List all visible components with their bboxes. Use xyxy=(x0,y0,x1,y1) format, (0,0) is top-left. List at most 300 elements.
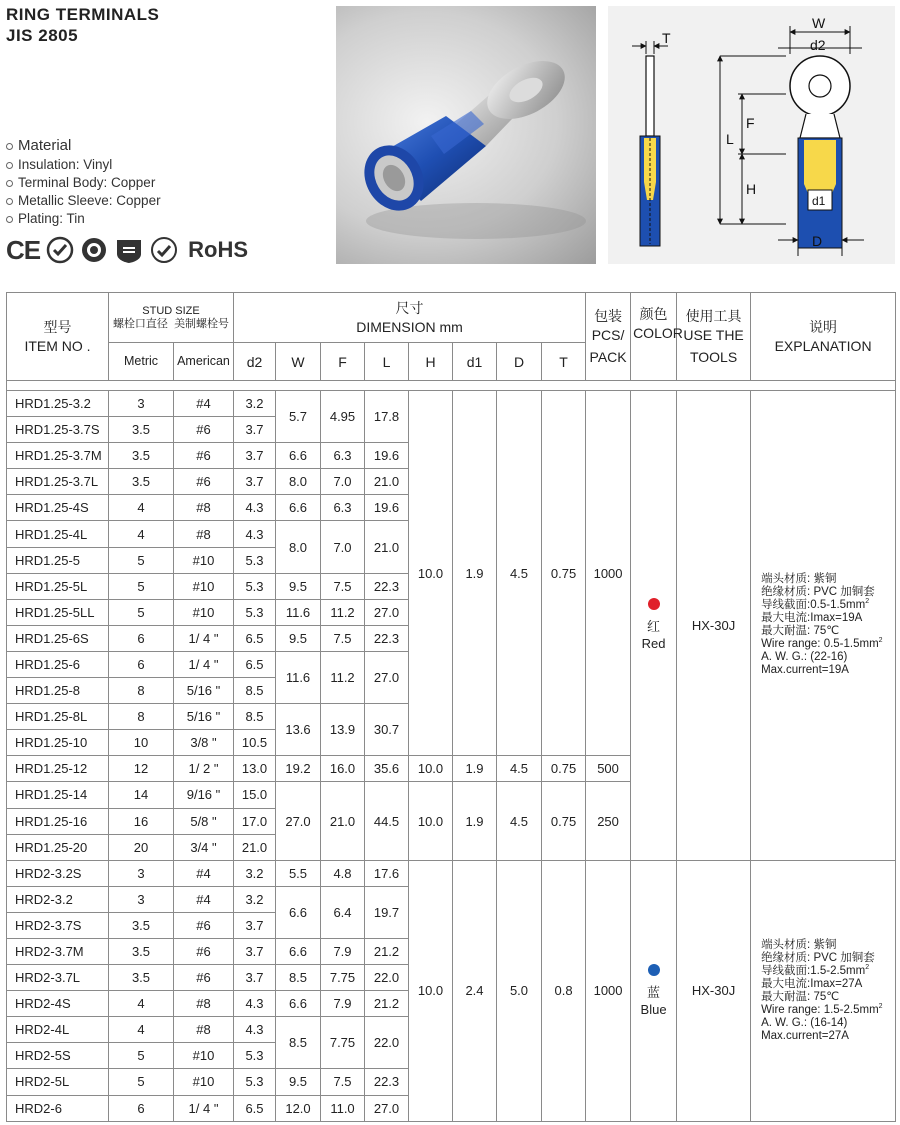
cell-american: #10 xyxy=(174,1069,234,1095)
cell-metric: 6 xyxy=(109,625,174,651)
cell-metric: 3 xyxy=(109,391,174,417)
explanation-line: 绝缘材质: PVC 加铜套 xyxy=(761,951,875,964)
explanation-line: 端头材质: 紫铜 xyxy=(761,938,837,951)
explanation-line: 最大耐温: 75℃ xyxy=(761,990,840,1003)
header-metric: Metric xyxy=(109,343,174,381)
cell-item-no: HRD1.25-4L xyxy=(7,521,109,547)
cell-W: 19.2 xyxy=(276,756,321,782)
cell-L: 19.7 xyxy=(365,886,409,938)
cell-metric: 5 xyxy=(109,573,174,599)
bullet-icon xyxy=(6,198,13,205)
cell-W: 11.6 xyxy=(276,599,321,625)
iso-mark-icon xyxy=(114,236,144,264)
cell-D: 4.5 xyxy=(497,391,542,756)
header-dim-en: DIMENSION mm xyxy=(356,318,463,335)
cell-metric: 3.5 xyxy=(109,912,174,938)
material-item-text: Metallic Sleeve: Copper xyxy=(18,193,161,208)
cell-d2: 5.3 xyxy=(234,573,276,599)
cell-item-no: HRD1.25-12 xyxy=(7,756,109,782)
cell-d1: 2.4 xyxy=(453,860,497,1121)
header-tools-en1: USE THE xyxy=(683,326,744,343)
cell-d2: 5.3 xyxy=(234,1043,276,1069)
cell-metric: 10 xyxy=(109,730,174,756)
cell-metric: 5 xyxy=(109,547,174,573)
color-en: Blue xyxy=(640,1001,667,1017)
explanation-line: 最大电流:Imax=27A xyxy=(761,977,863,990)
cell-d2: 4.3 xyxy=(234,991,276,1017)
header-stud-american-cn: 美制螺栓号 xyxy=(174,317,230,330)
header-explanation xyxy=(751,293,896,381)
cell-item-no: HRD1.25-6 xyxy=(7,651,109,677)
cell-D: 4.5 xyxy=(497,782,542,860)
cell-T: 0.75 xyxy=(542,391,586,756)
cell-metric: 3.5 xyxy=(109,965,174,991)
dimension-drawing xyxy=(608,6,895,264)
sgs-mark-icon xyxy=(150,236,178,264)
rohs-mark: RoHS xyxy=(188,237,249,262)
color-dot-icon xyxy=(648,964,660,976)
cell-H: 10.0 xyxy=(409,782,453,860)
cell-T: 0.75 xyxy=(542,756,586,782)
gap-cell xyxy=(7,381,896,391)
cell-F: 13.9 xyxy=(321,704,365,756)
certification-logos xyxy=(6,236,248,264)
cell-american: 5/8 " xyxy=(174,808,234,834)
label-d2: d2 xyxy=(810,37,826,53)
cell-F: 7.0 xyxy=(321,521,365,573)
cell-L: 19.6 xyxy=(365,443,409,469)
table-row xyxy=(7,860,896,886)
header-d1: d1 xyxy=(453,343,497,381)
bullet-icon xyxy=(6,162,13,169)
cell-d2: 4.3 xyxy=(234,1017,276,1043)
cell-pack: 500 xyxy=(586,756,631,782)
cell-d2: 3.7 xyxy=(234,965,276,991)
cell-american: 1/ 2 " xyxy=(174,756,234,782)
cell-L: 22.3 xyxy=(365,1069,409,1095)
cell-F: 4.8 xyxy=(321,860,365,886)
header-T: T xyxy=(542,343,586,381)
cell-L: 22.0 xyxy=(365,1017,409,1069)
material-item-text: Insulation: Vinyl xyxy=(18,157,113,172)
header-expl-cn: 说明 xyxy=(809,318,838,335)
cell-american: #6 xyxy=(174,417,234,443)
header-dim-cn: 尺寸 xyxy=(395,299,424,316)
cell-W: 8.5 xyxy=(276,965,321,991)
header-color-en: COLOR xyxy=(633,325,683,341)
material-item xyxy=(6,210,161,228)
bullet-icon xyxy=(6,216,13,223)
color-cn: 红 xyxy=(647,619,661,635)
material-heading-row xyxy=(6,137,161,155)
spec-table-body xyxy=(7,391,896,1122)
cell-d2: 3.7 xyxy=(234,417,276,443)
cell-H: 10.0 xyxy=(409,860,453,1121)
cell-W: 6.6 xyxy=(276,886,321,938)
explanation-line: 端头材质: 紫铜 xyxy=(761,573,837,586)
ccc-mark-icon xyxy=(80,236,108,264)
cell-metric: 3 xyxy=(109,860,174,886)
cell-d2: 17.0 xyxy=(234,808,276,834)
color-dot-icon xyxy=(648,598,660,610)
explanation-line: 最大电流:Imax=19A xyxy=(761,612,863,625)
header-color-cn: 颜色 xyxy=(639,306,668,322)
cell-L: 22.3 xyxy=(365,573,409,599)
cell-american: 5/16 " xyxy=(174,678,234,704)
cell-item-no: HRD2-3.2 xyxy=(7,886,109,912)
material-item xyxy=(6,174,161,192)
cell-metric: 5 xyxy=(109,599,174,625)
explanation-line: 导线截面$:1.5-2.5mm^2$ xyxy=(761,963,870,977)
cell-W: 5.7 xyxy=(276,391,321,443)
cell-L: 27.0 xyxy=(365,651,409,703)
cell-item-no: HRD1.25-5L xyxy=(7,573,109,599)
title-line-1: RING TERMINALS xyxy=(6,5,160,24)
header-stud-size xyxy=(109,293,234,343)
cell-metric: 16 xyxy=(109,808,174,834)
material-item xyxy=(6,192,161,210)
superscript: 2 xyxy=(865,598,870,606)
cell-item-no: HRD1.25-5LL xyxy=(7,599,109,625)
spec-table xyxy=(6,292,896,1122)
header-F: F xyxy=(321,343,365,381)
cell-american: #8 xyxy=(174,495,234,521)
cell-item-no: HRD2-4S xyxy=(7,991,109,1017)
material-heading: Material xyxy=(18,137,72,154)
cell-L: 30.7 xyxy=(365,704,409,756)
cell-W: 13.6 xyxy=(276,704,321,756)
cell-american: 3/8 " xyxy=(174,730,234,756)
cell-L: 27.0 xyxy=(365,1095,409,1121)
cell-pack: 1000 xyxy=(586,860,631,1121)
cell-D: 4.5 xyxy=(497,756,542,782)
cell-L: 35.6 xyxy=(365,756,409,782)
cell-item-no: HRD2-4L xyxy=(7,1017,109,1043)
cell-item-no: HRD2-6 xyxy=(7,1095,109,1121)
header-d2: d2 xyxy=(234,343,276,381)
header-american: American xyxy=(174,343,234,381)
header-W: W xyxy=(276,343,321,381)
cell-metric: 4 xyxy=(109,521,174,547)
cell-metric: 5 xyxy=(109,1043,174,1069)
cell-F: 7.9 xyxy=(321,991,365,1017)
label-d1: d1 xyxy=(812,194,826,208)
cell-metric: 8 xyxy=(109,704,174,730)
header-D: D xyxy=(497,343,542,381)
bullet-icon xyxy=(6,180,13,187)
cell-W: 6.6 xyxy=(276,495,321,521)
cell-d2: 3.2 xyxy=(234,391,276,417)
cell-american: #8 xyxy=(174,991,234,1017)
cell-item-no: HRD2-5L xyxy=(7,1069,109,1095)
cell-F: 4.95 xyxy=(321,391,365,443)
title-line-2: JIS 2805 xyxy=(6,26,79,45)
cell-d2: 3.2 xyxy=(234,860,276,886)
blue-group-color-cell xyxy=(631,860,677,1121)
cell-H: 10.0 xyxy=(409,391,453,756)
cell-H: 10.0 xyxy=(409,756,453,782)
cell-W: 9.5 xyxy=(276,573,321,599)
label-L: L xyxy=(726,131,734,147)
header-item-cn: 型号 xyxy=(43,318,72,335)
cell-american: #6 xyxy=(174,912,234,938)
red-group-explanation-cell xyxy=(751,391,896,861)
explanation-line: Wire range: $1.5-2.5mm^2$ xyxy=(761,1002,883,1016)
cell-F: 6.3 xyxy=(321,495,365,521)
cell-d2: 3.2 xyxy=(234,886,276,912)
cell-metric: 5 xyxy=(109,1069,174,1095)
material-list xyxy=(6,137,161,228)
cell-d2: 5.3 xyxy=(234,1069,276,1095)
explanation-line: Max.current=19A xyxy=(761,664,849,677)
cell-metric: 12 xyxy=(109,756,174,782)
red-group-color-cell xyxy=(631,391,677,861)
cell-d1: 1.9 xyxy=(453,782,497,860)
explanation-line: 绝缘材质: PVC 加铜套 xyxy=(761,586,875,599)
cell-d1: 1.9 xyxy=(453,756,497,782)
cell-american: #10 xyxy=(174,1043,234,1069)
cell-pack: 250 xyxy=(586,782,631,860)
cell-W: 9.5 xyxy=(276,625,321,651)
superscript: 2 xyxy=(865,963,870,971)
cell-item-no: HRD1.25-8L xyxy=(7,704,109,730)
superscript: 2 xyxy=(878,1002,883,1010)
cell-american: 9/16 " xyxy=(174,782,234,808)
cell-F: 21.0 xyxy=(321,782,365,860)
material-item-text: Terminal Body: Copper xyxy=(18,175,156,190)
cell-L: 27.0 xyxy=(365,599,409,625)
cell-d2: 10.5 xyxy=(234,730,276,756)
label-T: T xyxy=(662,30,671,46)
header-expl-en: EXPLANATION xyxy=(774,337,872,354)
header-pack-en2: PACK xyxy=(589,348,627,365)
cell-d2: 6.5 xyxy=(234,651,276,677)
cell-item-no: HRD1.25-8 xyxy=(7,678,109,704)
cell-american: #10 xyxy=(174,573,234,599)
cell-W: 6.6 xyxy=(276,938,321,964)
cell-metric: 6 xyxy=(109,651,174,677)
cell-L: 21.0 xyxy=(365,469,409,495)
approval-check-icon xyxy=(46,236,74,264)
header-stud-en: STUD SIZE xyxy=(142,304,200,317)
cell-metric: 3 xyxy=(109,886,174,912)
cell-F: 6.4 xyxy=(321,886,365,938)
cell-d2: 4.3 xyxy=(234,495,276,521)
cell-american: #6 xyxy=(174,938,234,964)
header-tools xyxy=(677,293,751,381)
cell-L: 17.6 xyxy=(365,860,409,886)
header-stud-metric-cn: 螺栓口直径 xyxy=(112,317,168,330)
cell-W: 12.0 xyxy=(276,1095,321,1121)
cell-d2: 3.7 xyxy=(234,912,276,938)
cell-pack: 1000 xyxy=(586,391,631,756)
cell-item-no: HRD1.25-10 xyxy=(7,730,109,756)
cell-item-no: HRD1.25-3.2 xyxy=(7,391,109,417)
cell-american: #6 xyxy=(174,443,234,469)
cell-d2: 8.5 xyxy=(234,704,276,730)
cell-item-no: HRD2-3.2S xyxy=(7,860,109,886)
cell-american: 1/ 4 " xyxy=(174,651,234,677)
red-group-tool-cell: HX-30J xyxy=(677,391,751,861)
cell-metric: 3.5 xyxy=(109,938,174,964)
cell-metric: 14 xyxy=(109,782,174,808)
cell-W: 27.0 xyxy=(276,782,321,860)
cell-F: 7.5 xyxy=(321,573,365,599)
cell-F: 7.5 xyxy=(321,625,365,651)
header-gap xyxy=(7,381,896,391)
header-tools-cn: 使用工具 xyxy=(685,307,742,324)
explanation-line: 最大耐温: 75℃ xyxy=(761,625,840,638)
cell-item-no: HRD2-3.7L xyxy=(7,965,109,991)
cell-american: #4 xyxy=(174,886,234,912)
explanation-line: Max.current=27A xyxy=(761,1029,849,1042)
color-cn: 蓝 xyxy=(647,984,661,1000)
table-row xyxy=(7,391,896,417)
cell-d2: 6.5 xyxy=(234,625,276,651)
header-tools-en2: TOOLS xyxy=(689,348,738,365)
cell-T: 0.8 xyxy=(542,860,586,1121)
cell-item-no: HRD1.25-14 xyxy=(7,782,109,808)
product-photo xyxy=(336,6,596,264)
header-pack-en1: PCS/ xyxy=(591,326,625,343)
explanation-line: 导线截面$:0.5-1.5mm^2$ xyxy=(761,598,870,612)
cell-metric: 20 xyxy=(109,834,174,860)
cell-L: 22.0 xyxy=(365,965,409,991)
cell-american: #6 xyxy=(174,469,234,495)
cell-F: 6.3 xyxy=(321,443,365,469)
label-W: W xyxy=(812,15,826,31)
cell-d2: 4.3 xyxy=(234,521,276,547)
cell-d2: 8.5 xyxy=(234,678,276,704)
cell-american: #8 xyxy=(174,521,234,547)
cell-L: 21.0 xyxy=(365,521,409,573)
header-pack-cn: 包装 xyxy=(594,307,623,324)
header-H: H xyxy=(409,343,453,381)
cell-L: 44.5 xyxy=(365,782,409,860)
cell-T: 0.75 xyxy=(542,782,586,860)
header-item-en: ITEM NO . xyxy=(24,337,91,354)
cell-W: 8.0 xyxy=(276,521,321,573)
cell-item-no: HRD1.25-3.7S xyxy=(7,417,109,443)
cell-d2: 3.7 xyxy=(234,938,276,964)
cell-american: 3/4 " xyxy=(174,834,234,860)
cell-F: 7.75 xyxy=(321,1017,365,1069)
cell-item-no: HRD1.25-16 xyxy=(7,808,109,834)
cell-d2: 3.7 xyxy=(234,443,276,469)
header-L: L xyxy=(365,343,409,381)
cell-metric: 4 xyxy=(109,991,174,1017)
cell-d2: 5.3 xyxy=(234,599,276,625)
cell-W: 11.6 xyxy=(276,651,321,703)
header-color xyxy=(631,293,683,381)
cell-F: 7.9 xyxy=(321,938,365,964)
bullet-icon xyxy=(6,143,13,150)
cell-W: 8.5 xyxy=(276,1017,321,1069)
cell-L: 22.3 xyxy=(365,625,409,651)
cell-D: 5.0 xyxy=(497,860,542,1121)
cell-item-no: HRD2-5S xyxy=(7,1043,109,1069)
cell-F: 7.5 xyxy=(321,1069,365,1095)
cell-d2: 21.0 xyxy=(234,834,276,860)
cell-american: #4 xyxy=(174,860,234,886)
cell-item-no: HRD1.25-3.7M xyxy=(7,443,109,469)
cell-metric: 6 xyxy=(109,1095,174,1121)
cell-item-no: HRD1.25-5 xyxy=(7,547,109,573)
cell-F: 11.2 xyxy=(321,599,365,625)
superscript: 2 xyxy=(878,637,883,645)
cell-american: 5/16 " xyxy=(174,704,234,730)
cell-american: 1/ 4 " xyxy=(174,1095,234,1121)
cell-metric: 3.5 xyxy=(109,417,174,443)
cell-L: 21.2 xyxy=(365,991,409,1017)
cell-W: 6.6 xyxy=(276,443,321,469)
cell-item-no: HRD1.25-4S xyxy=(7,495,109,521)
header-item-no xyxy=(7,293,109,381)
cell-metric: 8 xyxy=(109,678,174,704)
cell-american: #8 xyxy=(174,1017,234,1043)
header-dimension xyxy=(234,293,586,343)
cell-item-no: HRD1.25-6S xyxy=(7,625,109,651)
cell-american: #4 xyxy=(174,391,234,417)
cell-F: 7.75 xyxy=(321,965,365,991)
cell-d2: 6.5 xyxy=(234,1095,276,1121)
blue-group-explanation-cell xyxy=(751,860,896,1121)
cell-metric: 4 xyxy=(109,495,174,521)
cell-W: 8.0 xyxy=(276,469,321,495)
cell-metric: 4 xyxy=(109,1017,174,1043)
cell-L: 21.2 xyxy=(365,938,409,964)
material-item-text: Plating: Tin xyxy=(18,211,85,226)
ce-mark-icon: CE xyxy=(6,234,41,265)
cell-L: 19.6 xyxy=(365,495,409,521)
cell-F: 16.0 xyxy=(321,756,365,782)
cell-american: 1/ 4 " xyxy=(174,625,234,651)
material-item xyxy=(6,156,161,174)
cell-american: #10 xyxy=(174,599,234,625)
blue-group-tool-cell: HX-30J xyxy=(677,860,751,1121)
cell-metric: 3.5 xyxy=(109,443,174,469)
cell-F: 11.0 xyxy=(321,1095,365,1121)
cell-W: 6.6 xyxy=(276,991,321,1017)
cell-item-no: HRD2-3.7S xyxy=(7,912,109,938)
cell-W: 9.5 xyxy=(276,1069,321,1095)
cell-F: 11.2 xyxy=(321,651,365,703)
cell-d2: 15.0 xyxy=(234,782,276,808)
cell-american: #6 xyxy=(174,965,234,991)
cell-item-no: HRD2-3.7M xyxy=(7,938,109,964)
cell-L: 17.8 xyxy=(365,391,409,443)
cell-item-no: HRD1.25-3.7L xyxy=(7,469,109,495)
explanation-line: A. W. G.: (16-14) xyxy=(761,1016,848,1029)
explanation-line: A. W. G.: (22-16) xyxy=(761,651,848,664)
label-F: F xyxy=(746,115,755,131)
cell-metric: 3.5 xyxy=(109,469,174,495)
cell-W: 5.5 xyxy=(276,860,321,886)
label-D: D xyxy=(812,233,823,249)
cell-american: #10 xyxy=(174,547,234,573)
cell-item-no: HRD1.25-20 xyxy=(7,834,109,860)
cell-d1: 1.9 xyxy=(453,391,497,756)
cell-F: 7.0 xyxy=(321,469,365,495)
explanation-line: Wire range: $0.5-1.5mm^2$ xyxy=(761,637,883,651)
color-en: Red xyxy=(641,636,666,652)
cell-d2: 5.3 xyxy=(234,547,276,573)
cell-d2: 3.7 xyxy=(234,469,276,495)
document-title xyxy=(6,4,159,46)
label-H: H xyxy=(746,181,757,197)
header-pack xyxy=(586,293,631,381)
cell-d2: 13.0 xyxy=(234,756,276,782)
